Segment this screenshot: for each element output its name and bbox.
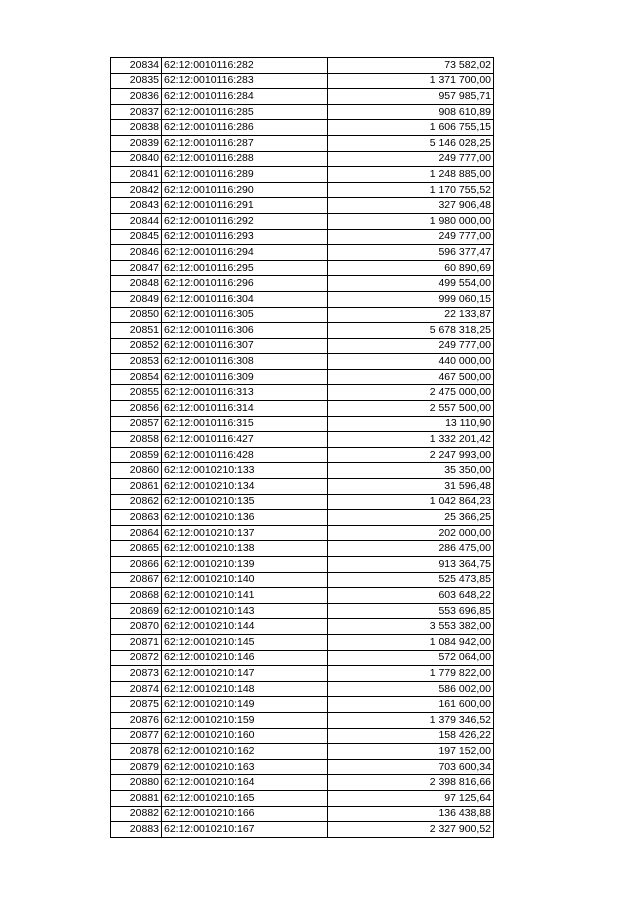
table-row xyxy=(111,650,494,666)
cadastral-value-cell: 999 060,15 xyxy=(328,291,494,307)
table-row xyxy=(111,276,494,292)
table-row xyxy=(111,790,494,806)
row-number-cell: 20860 xyxy=(111,463,162,479)
row-number-cell: 20869 xyxy=(111,603,162,619)
cadastral-number-cell: 62:12:0010210:167 xyxy=(162,822,328,838)
cadastral-number-cell: 62:12:0010210:143 xyxy=(162,603,328,619)
table-row xyxy=(111,744,494,760)
table-row xyxy=(111,806,494,822)
row-number-cell: 20840 xyxy=(111,151,162,167)
cadastral-value-cell: 35 350,00 xyxy=(328,463,494,479)
row-number-cell: 20839 xyxy=(111,135,162,151)
table-row xyxy=(111,697,494,713)
cadastral-value-cell: 586 002,00 xyxy=(328,681,494,697)
cadastral-number-cell: 62:12:0010210:139 xyxy=(162,557,328,573)
table-row xyxy=(111,416,494,432)
cadastral-value-cell: 440 000,00 xyxy=(328,354,494,370)
cadastral-number-cell: 62:12:0010210:166 xyxy=(162,806,328,822)
cadastral-number-cell: 62:12:0010116:428 xyxy=(162,447,328,463)
cadastral-number-cell: 62:12:0010116:309 xyxy=(162,369,328,385)
row-number-cell: 20876 xyxy=(111,712,162,728)
table-row xyxy=(111,572,494,588)
cadastral-value-cell: 553 696,85 xyxy=(328,603,494,619)
cadastral-value-cell: 2 247 993,00 xyxy=(328,447,494,463)
cadastral-value-cell: 249 777,00 xyxy=(328,229,494,245)
row-number-cell: 20882 xyxy=(111,806,162,822)
row-number-cell: 20871 xyxy=(111,634,162,650)
table-row xyxy=(111,167,494,183)
table-row xyxy=(111,245,494,261)
cadastral-value-cell: 197 152,00 xyxy=(328,744,494,760)
table-row xyxy=(111,182,494,198)
row-number-cell: 20879 xyxy=(111,759,162,775)
cadastral-number-cell: 62:12:0010210:141 xyxy=(162,588,328,604)
cadastral-number-cell: 62:12:0010210:135 xyxy=(162,494,328,510)
table-row xyxy=(111,447,494,463)
cadastral-value-cell: 5 146 028,25 xyxy=(328,135,494,151)
row-number-cell: 20834 xyxy=(111,58,162,74)
cadastral-number-cell: 62:12:0010210:140 xyxy=(162,572,328,588)
table-row xyxy=(111,822,494,838)
cadastral-number-cell: 62:12:0010210:163 xyxy=(162,759,328,775)
row-number-cell: 20848 xyxy=(111,276,162,292)
table-row xyxy=(111,213,494,229)
cadastral-number-cell: 62:12:0010116:306 xyxy=(162,323,328,339)
table-row xyxy=(111,198,494,214)
row-number-cell: 20870 xyxy=(111,619,162,635)
row-number-cell: 20845 xyxy=(111,229,162,245)
table-row xyxy=(111,432,494,448)
cadastral-value-cell: 2 327 900,52 xyxy=(328,822,494,838)
table-row xyxy=(111,58,494,74)
cadastral-value-cell: 525 473,85 xyxy=(328,572,494,588)
table-row xyxy=(111,525,494,541)
table-row xyxy=(111,494,494,510)
cadastral-number-cell: 62:12:0010116:288 xyxy=(162,151,328,167)
cadastral-number-cell: 62:12:0010116:308 xyxy=(162,354,328,370)
cadastral-number-cell: 62:12:0010210:134 xyxy=(162,479,328,495)
cadastral-value-cell: 249 777,00 xyxy=(328,151,494,167)
cadastral-value-cell: 161 600,00 xyxy=(328,697,494,713)
table-row xyxy=(111,73,494,89)
cadastral-number-cell: 62:12:0010210:136 xyxy=(162,510,328,526)
cadastral-number-cell: 62:12:0010116:291 xyxy=(162,198,328,214)
row-number-cell: 20857 xyxy=(111,416,162,432)
table-row xyxy=(111,588,494,604)
table-row xyxy=(111,291,494,307)
cadastral-value-cell: 136 438,88 xyxy=(328,806,494,822)
cadastral-value-cell: 913 364,75 xyxy=(328,557,494,573)
table-row xyxy=(111,120,494,136)
cadastral-number-cell: 62:12:0010210:160 xyxy=(162,728,328,744)
table-row xyxy=(111,385,494,401)
table-row xyxy=(111,104,494,120)
row-number-cell: 20852 xyxy=(111,338,162,354)
table-row xyxy=(111,135,494,151)
cadastral-value-cell: 2 557 500,00 xyxy=(328,401,494,417)
table-row xyxy=(111,541,494,557)
table-row xyxy=(111,151,494,167)
row-number-cell: 20880 xyxy=(111,775,162,791)
cadastral-number-cell: 62:12:0010116:283 xyxy=(162,73,328,89)
row-number-cell: 20883 xyxy=(111,822,162,838)
cadastral-number-cell: 62:12:0010116:307 xyxy=(162,338,328,354)
table-row xyxy=(111,229,494,245)
table-row xyxy=(111,712,494,728)
cadastral-value-cell: 1 084 942,00 xyxy=(328,634,494,650)
cadastral-value-cell: 1 379 346,52 xyxy=(328,712,494,728)
cadastral-number-cell: 62:12:0010210:159 xyxy=(162,712,328,728)
row-number-cell: 20855 xyxy=(111,385,162,401)
cadastral-number-cell: 62:12:0010116:292 xyxy=(162,213,328,229)
cadastral-value-cell: 327 906,48 xyxy=(328,198,494,214)
cadastral-value-cell: 60 890,69 xyxy=(328,260,494,276)
row-number-cell: 20837 xyxy=(111,104,162,120)
cadastral-value-cell: 499 554,00 xyxy=(328,276,494,292)
row-number-cell: 20846 xyxy=(111,245,162,261)
cadastral-value-cell: 1 332 201,42 xyxy=(328,432,494,448)
cadastral-number-cell: 62:12:0010210:147 xyxy=(162,666,328,682)
row-number-cell: 20853 xyxy=(111,354,162,370)
cadastral-value-cell: 1 371 700,00 xyxy=(328,73,494,89)
cadastral-value-cell: 703 600,34 xyxy=(328,759,494,775)
cadastral-number-cell: 62:12:0010210:138 xyxy=(162,541,328,557)
cadastral-value-cell: 1 170 755,52 xyxy=(328,182,494,198)
row-number-cell: 20854 xyxy=(111,369,162,385)
cadastral-value-cell: 249 777,00 xyxy=(328,338,494,354)
row-number-cell: 20851 xyxy=(111,323,162,339)
cadastral-number-cell: 62:12:0010210:137 xyxy=(162,525,328,541)
cadastral-number-cell: 62:12:0010210:145 xyxy=(162,634,328,650)
cadastral-value-cell: 467 500,00 xyxy=(328,369,494,385)
cadastral-number-cell: 62:12:0010210:164 xyxy=(162,775,328,791)
cadastral-number-cell: 62:12:0010116:287 xyxy=(162,135,328,151)
table-row xyxy=(111,479,494,495)
cadastral-number-cell: 62:12:0010116:286 xyxy=(162,120,328,136)
cadastral-number-cell: 62:12:0010116:289 xyxy=(162,167,328,183)
cadastral-value-table xyxy=(110,57,494,838)
table-row xyxy=(111,323,494,339)
row-number-cell: 20849 xyxy=(111,291,162,307)
cadastral-value-cell: 1 042 864,23 xyxy=(328,494,494,510)
table-row xyxy=(111,260,494,276)
cadastral-value-cell: 1 980 000,00 xyxy=(328,213,494,229)
cadastral-value-cell: 2 398 816,66 xyxy=(328,775,494,791)
row-number-cell: 20864 xyxy=(111,525,162,541)
cadastral-value-cell: 957 985,71 xyxy=(328,89,494,105)
cadastral-number-cell: 62:12:0010210:149 xyxy=(162,697,328,713)
row-number-cell: 20865 xyxy=(111,541,162,557)
row-number-cell: 20873 xyxy=(111,666,162,682)
table-row xyxy=(111,89,494,105)
cadastral-number-cell: 62:12:0010210:162 xyxy=(162,744,328,760)
cadastral-value-cell: 286 475,00 xyxy=(328,541,494,557)
cadastral-number-cell: 62:12:0010116:285 xyxy=(162,104,328,120)
cadastral-number-cell: 62:12:0010116:313 xyxy=(162,385,328,401)
cadastral-value-cell: 31 596,48 xyxy=(328,479,494,495)
row-number-cell: 20872 xyxy=(111,650,162,666)
table-row xyxy=(111,463,494,479)
row-number-cell: 20875 xyxy=(111,697,162,713)
table-row xyxy=(111,634,494,650)
cadastral-number-cell: 62:12:0010116:290 xyxy=(162,182,328,198)
row-number-cell: 20863 xyxy=(111,510,162,526)
cadastral-number-cell: 62:12:0010210:148 xyxy=(162,681,328,697)
table-row xyxy=(111,619,494,635)
row-number-cell: 20868 xyxy=(111,588,162,604)
row-number-cell: 20858 xyxy=(111,432,162,448)
cadastral-number-cell: 62:12:0010116:282 xyxy=(162,58,328,74)
table-row xyxy=(111,401,494,417)
table-row xyxy=(111,759,494,775)
row-number-cell: 20861 xyxy=(111,479,162,495)
cadastral-value-cell: 1 248 885,00 xyxy=(328,167,494,183)
row-number-cell: 20850 xyxy=(111,307,162,323)
cadastral-value-cell: 22 133,87 xyxy=(328,307,494,323)
cadastral-value-cell: 596 377,47 xyxy=(328,245,494,261)
table-row xyxy=(111,681,494,697)
row-number-cell: 20859 xyxy=(111,447,162,463)
table-row xyxy=(111,510,494,526)
table-row xyxy=(111,354,494,370)
row-number-cell: 20838 xyxy=(111,120,162,136)
cadastral-value-cell: 5 678 318,25 xyxy=(328,323,494,339)
cadastral-number-cell: 62:12:0010116:315 xyxy=(162,416,328,432)
table-row xyxy=(111,666,494,682)
cadastral-number-cell: 62:12:0010210:144 xyxy=(162,619,328,635)
cadastral-value-cell: 73 582,02 xyxy=(328,58,494,74)
cadastral-value-cell: 2 475 000,00 xyxy=(328,385,494,401)
cadastral-value-cell: 25 366,25 xyxy=(328,510,494,526)
table-row xyxy=(111,338,494,354)
cadastral-number-cell: 62:12:0010116:293 xyxy=(162,229,328,245)
row-number-cell: 20867 xyxy=(111,572,162,588)
table-row xyxy=(111,557,494,573)
table-row xyxy=(111,369,494,385)
row-number-cell: 20866 xyxy=(111,557,162,573)
cadastral-value-cell: 158 426,22 xyxy=(328,728,494,744)
table-row xyxy=(111,307,494,323)
row-number-cell: 20874 xyxy=(111,681,162,697)
cadastral-value-cell: 97 125,64 xyxy=(328,790,494,806)
cadastral-number-cell: 62:12:0010116:284 xyxy=(162,89,328,105)
row-number-cell: 20862 xyxy=(111,494,162,510)
cadastral-number-cell: 62:12:0010210:133 xyxy=(162,463,328,479)
row-number-cell: 20836 xyxy=(111,89,162,105)
cadastral-number-cell: 62:12:0010116:304 xyxy=(162,291,328,307)
row-number-cell: 20881 xyxy=(111,790,162,806)
cadastral-value-cell: 202 000,00 xyxy=(328,525,494,541)
cadastral-number-cell: 62:12:0010116:427 xyxy=(162,432,328,448)
cadastral-value-cell: 1 606 755,15 xyxy=(328,120,494,136)
row-number-cell: 20844 xyxy=(111,213,162,229)
table-row xyxy=(111,603,494,619)
cadastral-number-cell: 62:12:0010116:305 xyxy=(162,307,328,323)
cadastral-value-cell: 908 610,89 xyxy=(328,104,494,120)
cadastral-number-cell: 62:12:0010116:294 xyxy=(162,245,328,261)
row-number-cell: 20835 xyxy=(111,73,162,89)
cadastral-value-cell: 13 110,90 xyxy=(328,416,494,432)
row-number-cell: 20877 xyxy=(111,728,162,744)
row-number-cell: 20856 xyxy=(111,401,162,417)
table-row xyxy=(111,728,494,744)
cadastral-number-cell: 62:12:0010210:165 xyxy=(162,790,328,806)
cadastral-number-cell: 62:12:0010210:146 xyxy=(162,650,328,666)
row-number-cell: 20841 xyxy=(111,167,162,183)
row-number-cell: 20843 xyxy=(111,198,162,214)
cadastral-number-cell: 62:12:0010116:295 xyxy=(162,260,328,276)
cadastral-value-cell: 572 064,00 xyxy=(328,650,494,666)
row-number-cell: 20878 xyxy=(111,744,162,760)
cadastral-value-cell: 3 553 382,00 xyxy=(328,619,494,635)
cadastral-number-cell: 62:12:0010116:296 xyxy=(162,276,328,292)
row-number-cell: 20847 xyxy=(111,260,162,276)
table-row xyxy=(111,775,494,791)
cadastral-number-cell: 62:12:0010116:314 xyxy=(162,401,328,417)
table-body xyxy=(111,58,494,838)
row-number-cell: 20842 xyxy=(111,182,162,198)
cadastral-value-cell: 603 648,22 xyxy=(328,588,494,604)
cadastral-value-cell: 1 779 822,00 xyxy=(328,666,494,682)
